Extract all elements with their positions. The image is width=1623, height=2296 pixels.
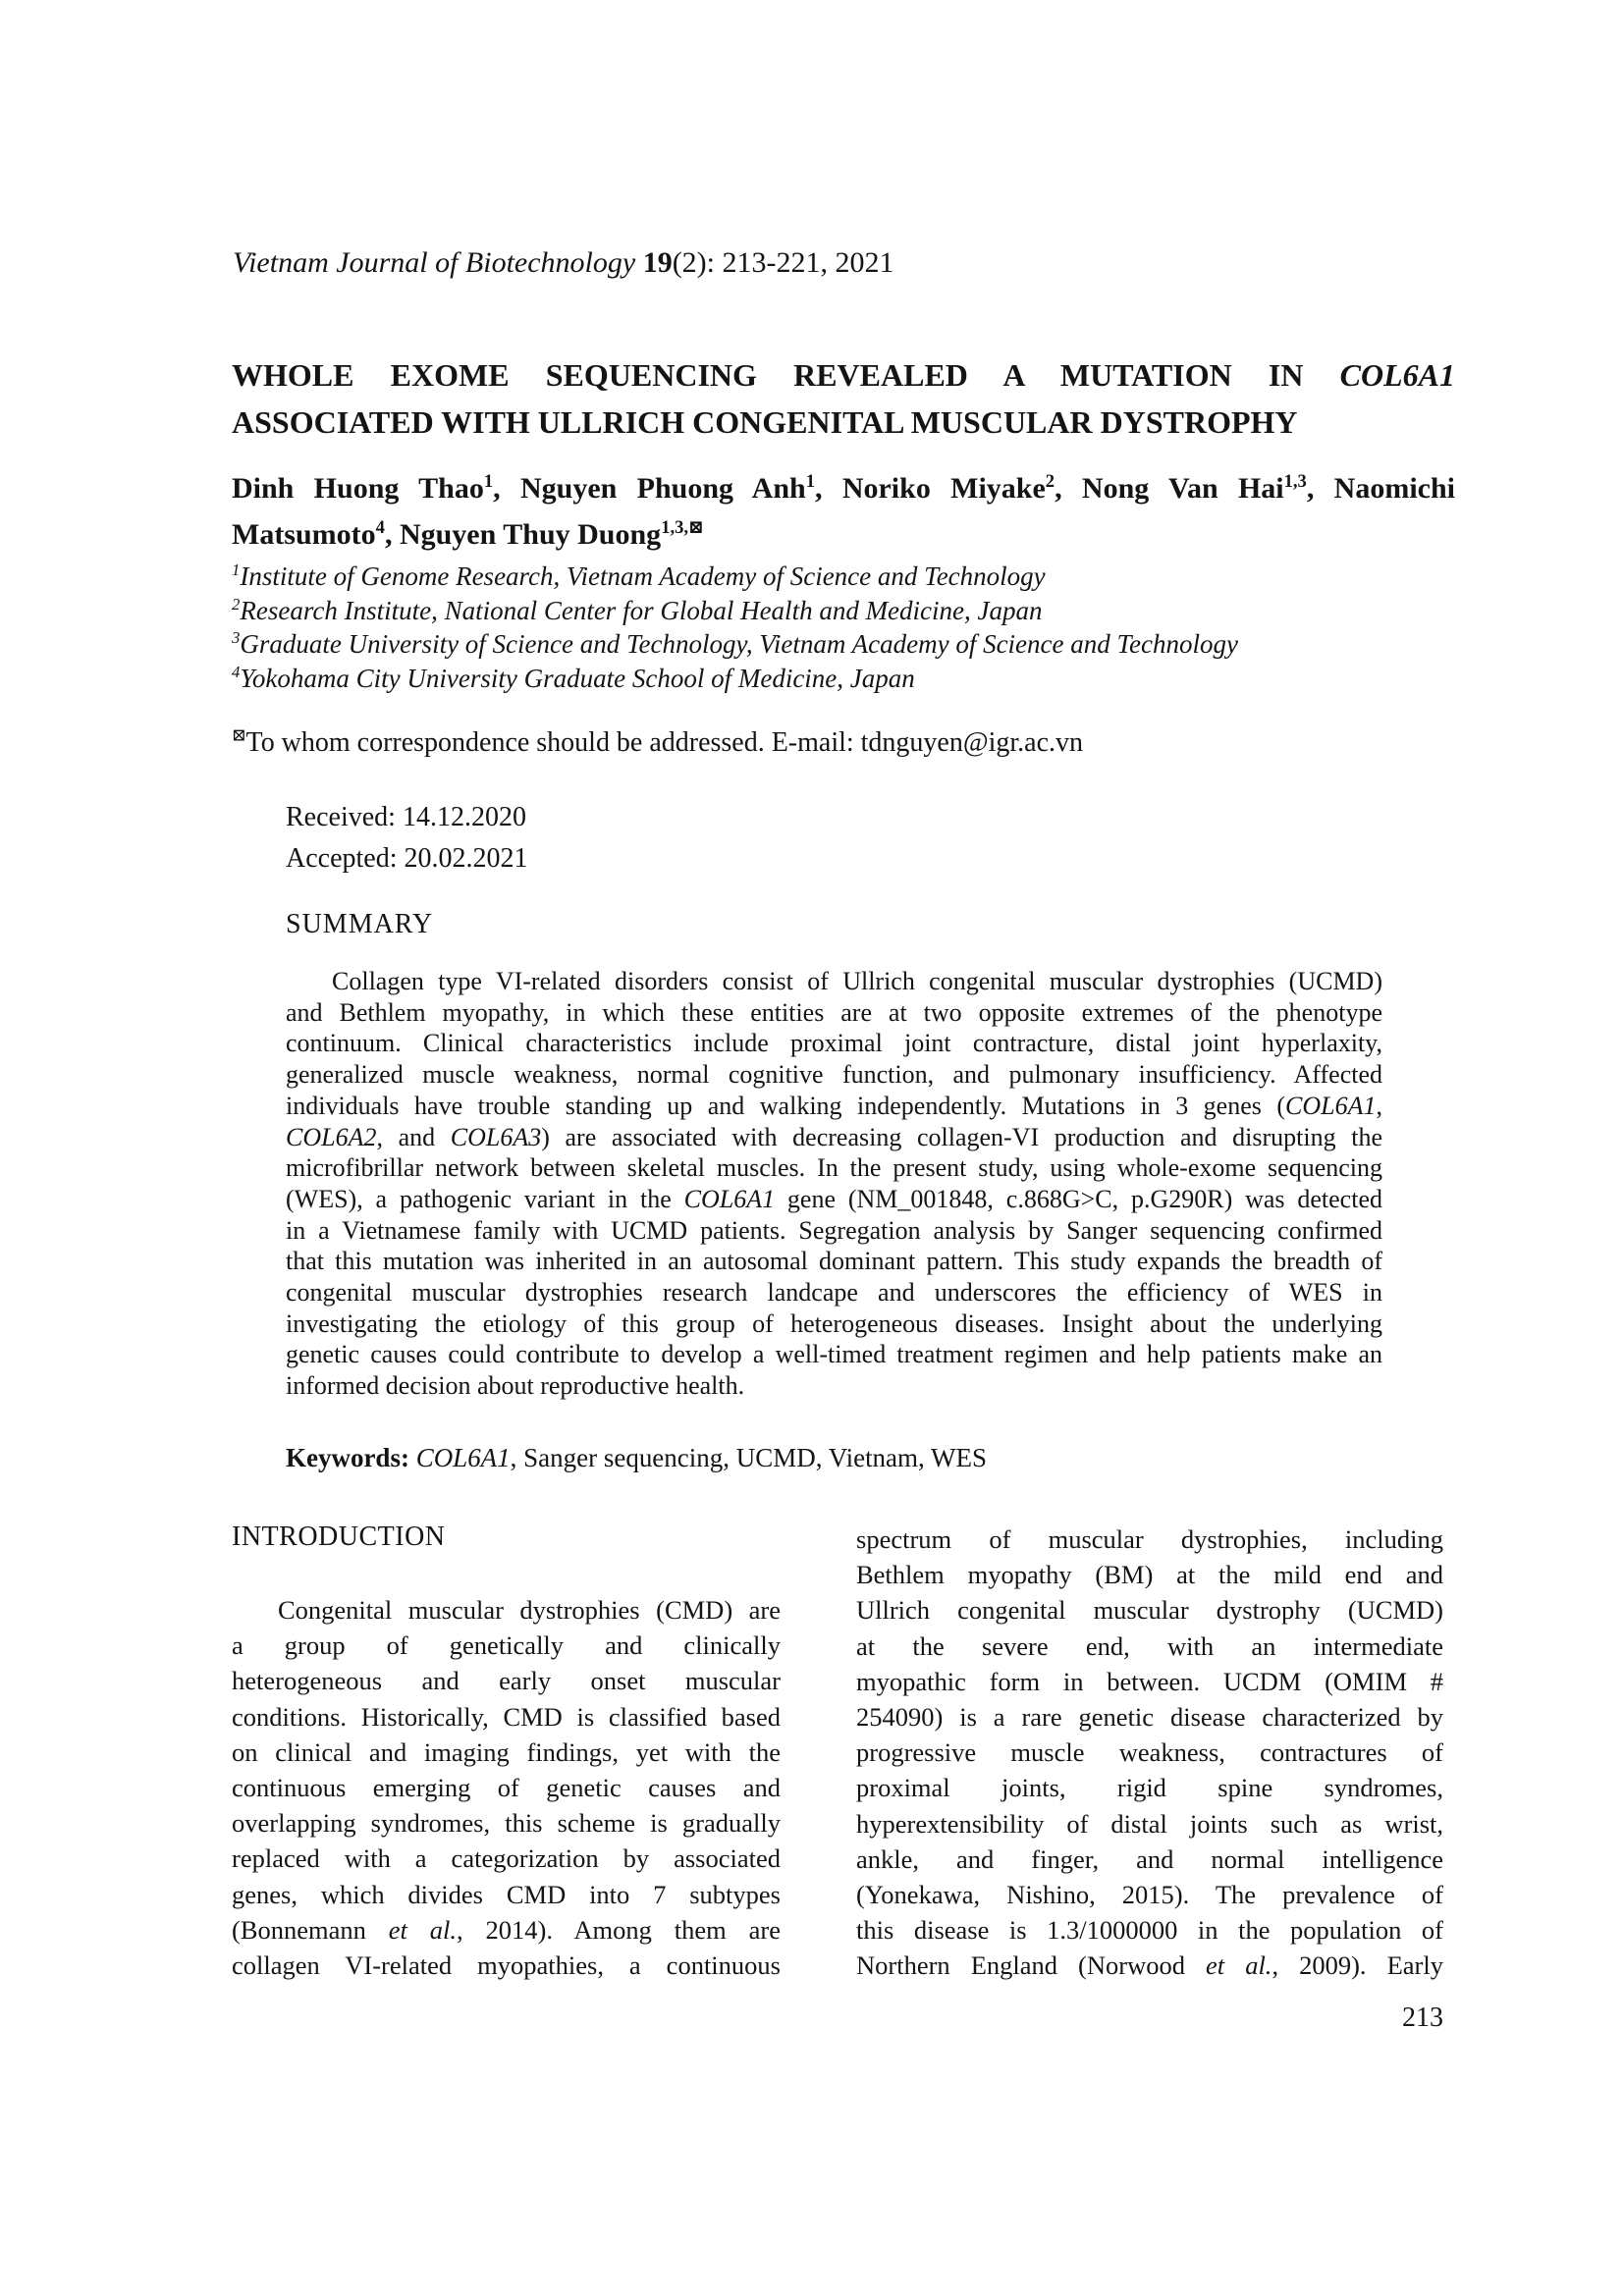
text-line: that this mutation was inherited in an autosomal dominant pattern. This study expands the breadth of [286,1247,1382,1276]
text-line: a group of genetically and clinically [232,1630,781,1661]
text-line: investigating the etiology of this group of heterogeneous diseases. Insight about the underlying [286,1308,1382,1338]
text-line: on clinical and imaging findings, yet with the [232,1736,781,1767]
article-title [232,351,1455,446]
text-line: $^4$Yokohama City University Graduate School of Medicine, Japan [232,662,915,693]
text-line: Bethlem myopathy (BM) at the mild end and [856,1560,1443,1590]
text-line: and Bethlem myopathy, in which these entities are at two opposite extremes of the phenotype [286,997,1382,1027]
summary-paragraph [286,966,1382,1402]
journal-header [233,245,894,281]
text-line: (Yonekawa, Nishino, 2015). The prevalence of [856,1880,1443,1910]
text-line: spectrum of muscular dystrophies, including [856,1524,1443,1554]
text-line: heterogeneous and early onset muscular [232,1666,781,1696]
text-line: Dinh Huong Thao$^1$, Nguyen Phuong Anh$^1$, Noriko Miyake$^2$, Nong Van Hai$^{1,3}$, Naomichi [232,471,1455,505]
keywords-line [286,1441,987,1474]
text-line: $^2$Research Institute, National Center for Global Health and Medicine, Japan [232,594,1043,625]
page-number: 213 [1402,2002,1443,2033]
text-line: Keywords: COL6A1, Sanger sequencing, UCMD, Vietnam, WES [286,1443,988,1472]
text-line: Collagen type VI-related disorders consist of Ullrich congenital muscular dystrophies (UCMD) [332,967,1382,995]
introduction-left-column [232,1592,781,1983]
text-line: $^3$Graduate University of Science and Technology, Vietnam Academy of Science and Technology [232,628,1238,659]
introduction-right-column [856,1522,1443,1984]
text-line: Vietnam Journal of Biotechnology 19(2): 213-221, 2021 [233,246,894,279]
text-line: progressive muscle weakness, contractures of [856,1737,1443,1768]
article-dates [286,797,528,880]
author-list [232,465,1455,558]
introduction-heading: INTRODUCTION [232,1522,446,1552]
text-line: 254090) is a rare genetic disease characterized by [856,1702,1443,1733]
text-line: generalized muscle weakness, normal cognitive function, and pulmonary insufficiency. Affected [286,1060,1382,1090]
text-line: ⊠To whom correspondence should be addressed. E-mail: tdnguyen@igr.ac.vn [232,725,1083,758]
text-line: (Bonnemann et al., 2014). Among them are [232,1914,781,1945]
text-line: myopathic form in between. UCDM (OMIM # [856,1666,1443,1696]
text-line: proximal joints, rigid spine syndromes, [856,1773,1443,1803]
text-line: Ullrich congenital muscular dystrophy (UCMD) [856,1595,1443,1626]
text-line: collagen VI-related myopathies, a continuous [232,1950,781,1981]
text-line: in a Vietnamese family with UCMD patients. Segregation analysis by Sanger sequencing confirmed [286,1215,1382,1245]
text-line: congenital muscular dystrophies research landcape and underscores the efficiency of WES in [286,1278,1382,1308]
text-line: ankle, and finger, and normal intelligence [856,1843,1444,1874]
text-line: WHOLE EXOME SEQUENCING REVEALED A MUTATION IN COL6A1 [232,357,1455,393]
text-line: at the severe end, with an intermediate [856,1630,1443,1661]
text-line: hyperextensibility of distal joints such as wrist, [856,1808,1443,1839]
text-line: microfibrillar network between skeletal muscles. In the present study, using whole-exome sequencing [286,1153,1382,1183]
text-line: COL6A2, and COL6A3) are associated with decreasing collagen-VI production and disrupting the [286,1122,1383,1151]
text-line: $^1$Institute of Genome Research, Vietnam Academy of Science and Technology [232,561,1046,591]
text-line: genes, which divides CMD into 7 subtypes [232,1879,781,1909]
text-line: (WES), a pathogenic variant in the COL6A1 gene (NM_001848, c.868G>C, p.G290R) was detected [286,1184,1382,1213]
text-line: Congenital muscular dystrophies (CMD) are [278,1595,782,1625]
text-line: this disease is 1.3/1000000 in the population of [856,1915,1443,1946]
text-line: Matsumoto$^4$, Nguyen Thuy Duong$^{1,3,⊠}$ [232,517,704,551]
summary-heading: SUMMARY [286,909,434,939]
text-line: informed decision about reproductive health. [286,1371,745,1401]
text-line: Northern England (Norwood et al., 2009). Early [856,1950,1443,1981]
received-date: Received: 14.12.2020 [286,802,526,832]
text-line: genetic causes could contribute to develop a well-timed treatment regimen and help patients make an [286,1340,1382,1369]
text-line: continuous emerging of genetic causes and [232,1773,781,1803]
text-line: individuals have trouble standing up and walking independently. Mutations in 3 genes (COL6A1, [286,1091,1382,1120]
text-line: conditions. Historically, CMD is classified based [232,1701,781,1732]
text-line: continuum. Clinical characteristics include proximal joint contracture, distal joint hyperlaxity, [286,1029,1382,1058]
correspondence-note [232,726,1083,760]
text-line: overlapping syndromes, this scheme is gradually [232,1808,781,1839]
text-line: ASSOCIATED WITH ULLRICH CONGENITAL MUSCULAR DYSTROPHY [232,404,1298,440]
accepted-date: Accepted: 20.02.2021 [286,843,528,874]
text-line: replaced with a categorization by associated [232,1843,781,1874]
affiliation-list [232,560,1238,695]
